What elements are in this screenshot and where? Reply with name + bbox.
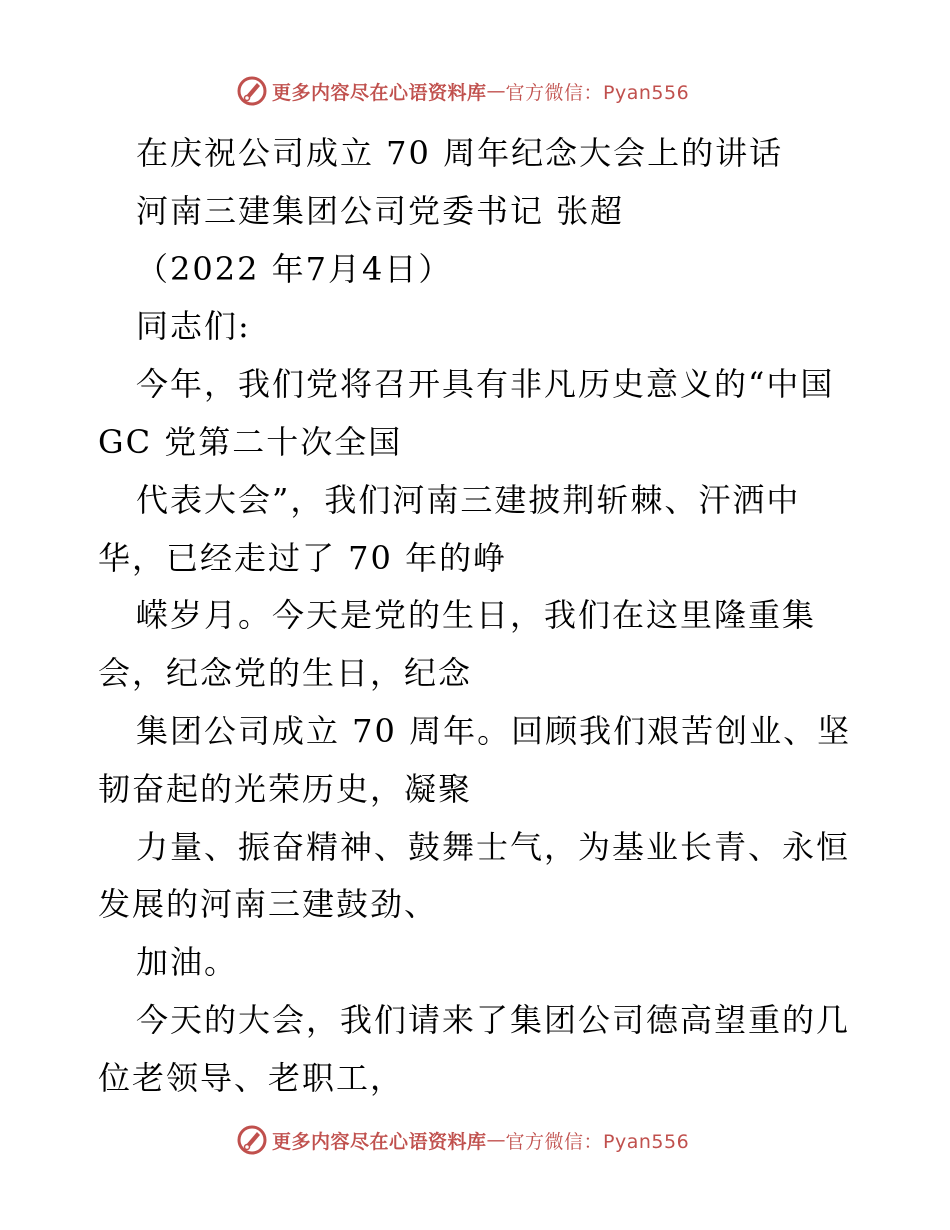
- logo-icon: [236, 1124, 268, 1156]
- paragraph-line: 今年，我们党将召开具有非凡历史意义的“中国: [136, 365, 835, 404]
- header-banner: [236, 73, 689, 109]
- paragraph-line: 代表大会”，我们河南三建披荆斩棘、汗洒中: [136, 480, 801, 519]
- speaker-line: 河南三建集团公司党委书记 张超: [136, 191, 625, 230]
- banner-wechat: 官方微信：Pyan556: [505, 81, 690, 104]
- paragraph-line: 集团公司成立 70 周年。回顾我们艰苦创业、坚: [136, 711, 852, 750]
- speech-title: 在庆祝公司成立 70 周年纪念大会上的讲话: [136, 134, 784, 172]
- paragraph-line: 位老领导、老职工，: [98, 1058, 405, 1097]
- paragraph-line: 会，纪念党的生日，纪念: [98, 654, 473, 693]
- banner-dash: —: [486, 1129, 506, 1151]
- paragraph-line: 加油。: [136, 943, 239, 982]
- banner-text: 更多内容尽在心语资料库: [272, 81, 487, 104]
- paragraph-line: GC 党第二十次全国: [98, 422, 403, 461]
- paragraph-line: 嵘岁月。今天是党的生日，我们在这里隆重集: [136, 596, 817, 635]
- logo-icon: [236, 75, 268, 107]
- banner-text: 更多内容尽在心语资料库: [272, 1130, 487, 1153]
- paragraph-line: 韧奋起的光荣历史，凝聚: [98, 769, 473, 808]
- banner-wechat: 官方微信：Pyan556: [505, 1130, 690, 1153]
- paragraph-line: 发展的河南三建鼓劲、: [98, 885, 439, 924]
- paragraph-line: 力量、振奋精神、鼓舞士气，为基业长青、永恒: [136, 827, 851, 866]
- paragraph-line: 华，已经走过了 70 年的峥: [98, 538, 508, 577]
- document-body: [98, 125, 858, 1108]
- paragraph-line: 今天的大会，我们请来了集团公司德高望重的几: [136, 1000, 851, 1039]
- date-line: （2022 年7月4日）: [136, 249, 453, 288]
- salutation: 同志们:: [136, 307, 251, 346]
- footer-banner: [236, 1122, 689, 1158]
- banner-dash: —: [486, 80, 506, 102]
